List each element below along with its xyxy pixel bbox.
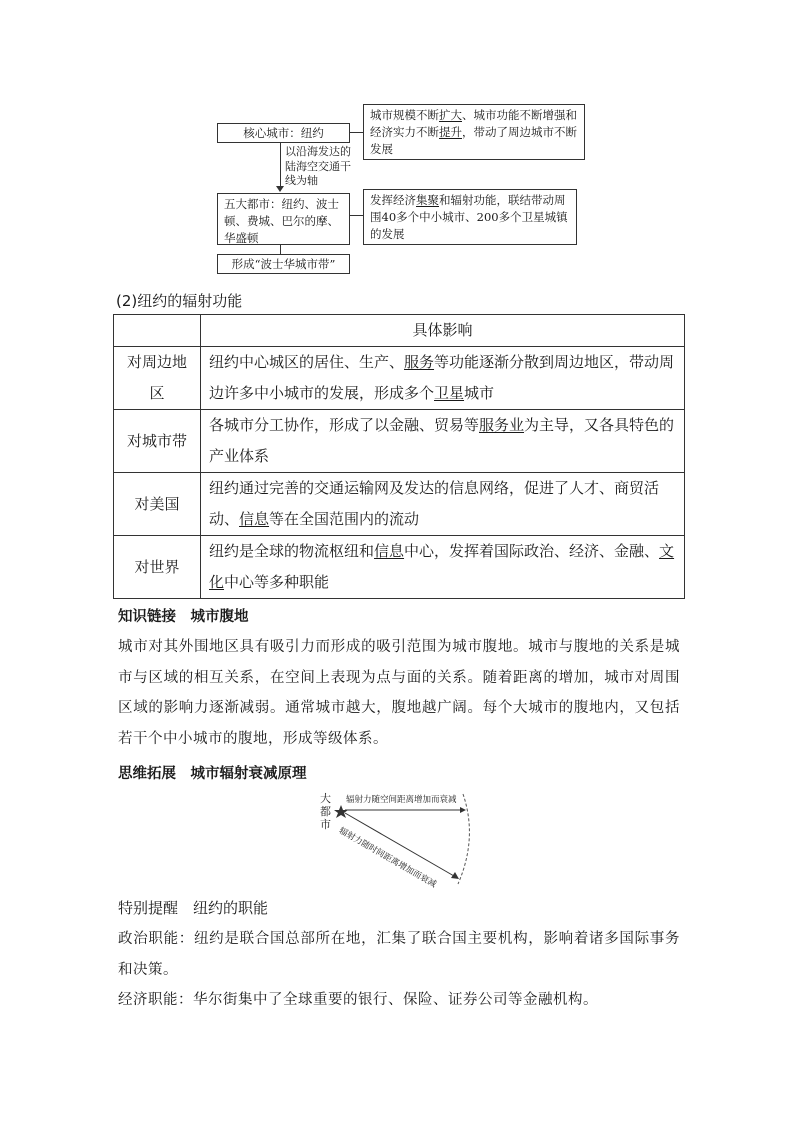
five-cities-label: 五大都市：纽约、波士顿、费城、巴尔的摩、华盛顿 (224, 197, 339, 245)
row-text: 中心等多种职能 (224, 573, 330, 591)
row-text: 中心，发挥着国际政治、经济、金融、 (404, 542, 660, 560)
arrow1-label (346, 795, 457, 805)
knowledge-title-text: 知识链接 城市腹地 (118, 609, 249, 625)
row-head-cell (114, 473, 201, 536)
table-row (114, 536, 685, 599)
arrow-down-icon (276, 186, 284, 192)
row-head-text: 对周边地区 (126, 353, 187, 402)
section2-title (116, 290, 242, 311)
arc-dashed (458, 794, 469, 884)
row-text: 各城市分工协作，形成了以金融、贸易等 (209, 416, 480, 434)
five-desc-box (363, 189, 577, 245)
row-head-text: 对世界 (134, 557, 180, 576)
core-desc-text-2: 、城市功能不断增强和经济实力不断 (370, 108, 577, 139)
axis-note (285, 145, 351, 189)
row-text: 城市 (464, 384, 495, 402)
political-paragraph (118, 924, 680, 985)
star-icon (334, 805, 348, 818)
political-label: 政治职能： (118, 931, 194, 947)
knowledge-text: 城市对其外围地区具有吸引力而形成的吸引范围为城市腹地。城市与腹地的关系是城市与区域的相互关系，在空间上表现为点与面的关系。随着距离的增加，城市对周围区域的影响力逐渐减弱。通常城市越大，腹地越广阔。每个大城市的腹地内，又包括若干个中小城市的腹地，形成等级体系。 (118, 639, 680, 747)
row-blank: 服务 (404, 353, 435, 371)
row-text: 为主导，又各具特色的产业体系 (209, 416, 675, 465)
axis-note-text: 以沿海发达的陆海空交通干线为轴 (285, 145, 351, 187)
row-blank: 文化 (209, 542, 675, 591)
five-desc-blank: 集聚 (416, 193, 439, 207)
row-head-cell (114, 347, 201, 410)
arrowhead-1-icon (460, 807, 466, 813)
table-header-text: 具体影响 (412, 321, 473, 339)
row-blank: 信息 (239, 510, 270, 528)
economic-text: 华尔街集中了全球重要的银行、保险、证券公司等金融机构。 (193, 992, 598, 1008)
five-desc-text: 发挥经济 (370, 193, 416, 207)
core-desc-blank-1: 扩大 (439, 108, 462, 122)
table-header-row (114, 315, 685, 347)
connector-h-mid (350, 215, 363, 216)
economic-paragraph (118, 985, 680, 1016)
knowledge-paragraph (118, 632, 680, 754)
row-text: 纽约中心城区的居住、生产、 (209, 353, 405, 371)
row-blank: 服务业 (479, 416, 525, 434)
arrow1-text: 辐射力随空间距离增加而衰减 (346, 795, 457, 805)
core-city-label: 核心城市：纽约 (243, 126, 324, 140)
row-body-cell (201, 536, 685, 599)
result-box (217, 254, 350, 274)
connector-h-top (350, 132, 363, 133)
table-row (114, 347, 685, 410)
political-text: 纽约是联合国总部所在地，汇集了联合国主要机构，影响着诸多国际事务和决策。 (118, 931, 681, 978)
radiation-diagram (318, 788, 478, 888)
five-cities-box (217, 193, 350, 245)
table-row (114, 410, 685, 473)
row-blank: 信息 (374, 542, 405, 560)
economic-label: 经济职能： (118, 992, 193, 1008)
row-head-text: 对美国 (134, 494, 180, 513)
section2-title-text: (2)纽约的辐射功能 (116, 292, 243, 310)
row-head-cell (114, 536, 201, 599)
table-corner-cell (114, 315, 201, 347)
thinking-title-text: 思维拓展 城市辐射衰减原理 (118, 766, 307, 782)
core-desc-box (363, 104, 585, 160)
connector-v (280, 143, 281, 188)
diagram-city-text: 大都市 (320, 792, 331, 831)
core-city-box (217, 123, 350, 143)
row-text: 纽约通过完善的交通运输网及发达的信息网络，促进了人才、商贸活动、 (209, 479, 660, 528)
table-header-cell (201, 315, 685, 347)
row-text: 等在全国范围内的流动 (269, 510, 420, 528)
row-body-cell (201, 410, 685, 473)
row-body-cell (201, 473, 685, 536)
arrow2-text: 辐射力随时间距离增加而衰减 (337, 826, 438, 890)
five-desc-text-2: 和辐射功能，联结带动周围40多个中小城市、200多个卫星城镇的发展 (370, 193, 568, 241)
row-head-text: 对城市带 (126, 431, 187, 450)
reminder-title (118, 897, 268, 918)
core-desc-blank-2: 提升 (439, 125, 462, 139)
thinking-title (118, 762, 307, 783)
connector-v-2 (280, 245, 281, 254)
row-head-cell (114, 410, 201, 473)
reminder-title-text: 特别提醒 纽约的职能 (118, 899, 269, 917)
row-body-cell (201, 347, 685, 410)
table-row (114, 473, 685, 536)
row-text: 纽约是全球的物流枢纽和 (209, 542, 375, 560)
knowledge-title (118, 605, 249, 626)
row-blank: 卫星 (434, 384, 465, 402)
core-desc-text: 城市规模不断 (370, 108, 439, 122)
row-text: 等功能逐渐分散到周边地区，带动周边许多中小城市的发展，形成多个 (209, 353, 675, 402)
core-desc-text-3: ，带动了周边城市不断发展 (370, 125, 577, 156)
result-label: 形成“波士华城市带” (231, 257, 336, 271)
impact-table (113, 314, 685, 599)
